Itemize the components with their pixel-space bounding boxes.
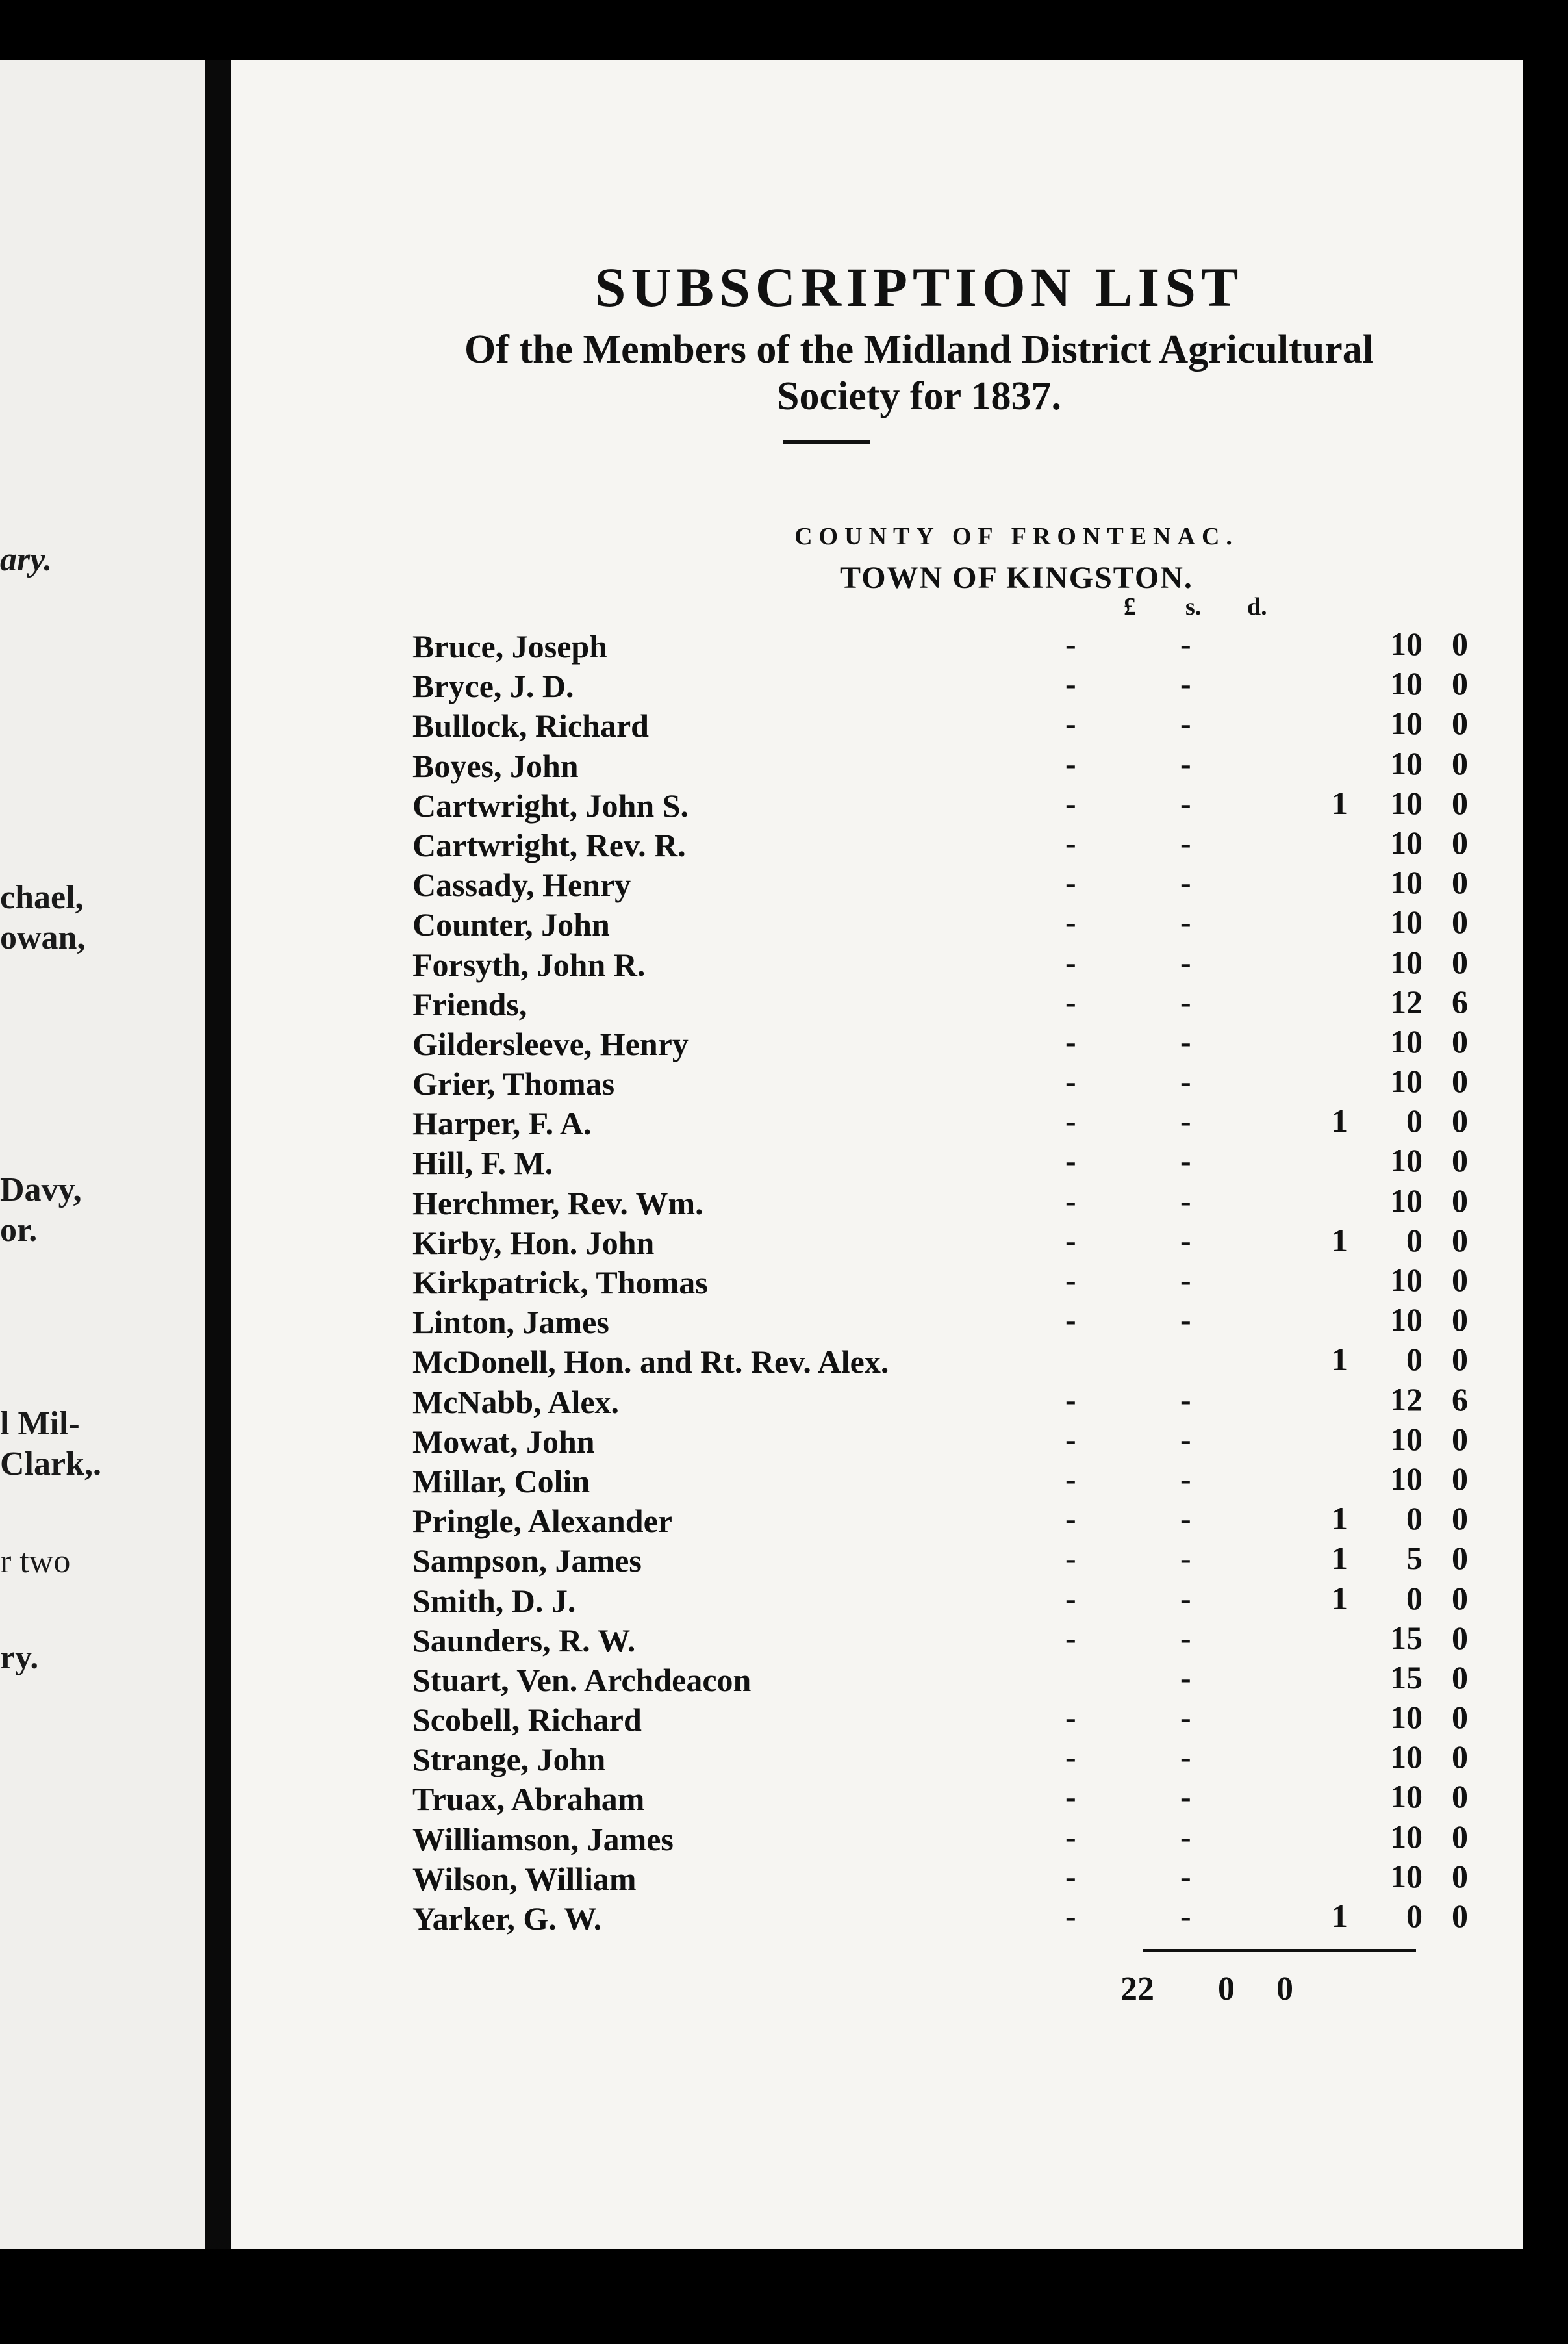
left-page-fragment — [0, 60, 205, 2249]
subscriber-name: Kirkpatrick, Thomas — [412, 1264, 708, 1301]
pence-value: 0 — [1452, 626, 1468, 662]
leader-dash: - — [1180, 1420, 1191, 1457]
pence-value: 0 — [1452, 1221, 1468, 1258]
subscriber-name: Millar, Colin — [412, 1462, 590, 1499]
shillings-value: 10 — [1390, 1739, 1423, 1776]
leader-dash: - — [1065, 1500, 1076, 1537]
shillings-value: 10 — [1390, 1818, 1423, 1855]
leader-dash: - — [1180, 1739, 1191, 1776]
shillings-value: 5 — [1406, 1540, 1423, 1577]
subtitle-line-2: Society for 1837. — [777, 374, 1061, 418]
subscriber-name: Counter, John — [412, 906, 610, 943]
shillings-value: 0 — [1406, 1102, 1423, 1140]
leader-dash: - — [1180, 1659, 1191, 1696]
total-shillings: 0 — [1218, 1970, 1235, 2007]
leader-dash: - — [1065, 1262, 1076, 1298]
leader-dash: - — [1065, 1857, 1076, 1894]
leader-dash: - — [1180, 626, 1191, 662]
shillings-value: 10 — [1390, 1699, 1423, 1736]
shillings-value: 10 — [1390, 1023, 1423, 1060]
shillings-value: 10 — [1390, 943, 1423, 980]
pounds-value: 1 — [1332, 1898, 1348, 1934]
subscriber-name: Pringle, Alexander — [412, 1503, 672, 1540]
leader-dash: - — [1180, 904, 1191, 941]
table-row — [412, 665, 1517, 704]
pence-value: 0 — [1452, 1898, 1468, 1934]
subscriber-name: Wilson, William — [412, 1860, 637, 1897]
leader-dash: - — [1065, 1102, 1076, 1140]
leader-dash: - — [1180, 1460, 1191, 1497]
shillings-value: 10 — [1390, 1857, 1423, 1894]
leader-dash: - — [1180, 864, 1191, 901]
pence-value: 0 — [1452, 1579, 1468, 1616]
leader-dash: - — [1180, 1500, 1191, 1537]
left-fragment: or. — [0, 1212, 38, 1249]
shillings-value: 0 — [1406, 1221, 1423, 1258]
leader-dash: - — [1180, 824, 1191, 861]
leader-dash: - — [1180, 1778, 1191, 1815]
pounds-value: 1 — [1332, 1579, 1348, 1616]
shillings-value: 10 — [1390, 784, 1423, 821]
subscriber-name: Bullock, Richard — [412, 707, 649, 745]
subscriber-name: Linton, James — [412, 1304, 609, 1341]
subscriber-name: Strange, John — [412, 1741, 606, 1778]
table-row — [412, 1897, 1517, 1937]
pence-value: 0 — [1452, 705, 1468, 742]
pence-value: 0 — [1452, 1699, 1468, 1736]
table-row — [412, 1420, 1517, 1460]
total-pence: 0 — [1276, 1970, 1293, 2007]
subscriber-name: Smith, D. J. — [412, 1582, 576, 1619]
totals-rule — [1143, 1949, 1416, 1952]
pounds-value: 1 — [1332, 1500, 1348, 1537]
subscriber-name: Stuart, Ven. Archdeacon — [412, 1661, 752, 1698]
header-pence: d. — [1247, 593, 1267, 620]
shillings-value: 10 — [1390, 665, 1423, 702]
pounds-value: 1 — [1332, 784, 1348, 821]
subscriber-name: Hill, F. M. — [412, 1145, 553, 1182]
table-row — [412, 1301, 1517, 1340]
subscriber-name: Truax, Abraham — [412, 1781, 645, 1818]
leader-dash: - — [1065, 1381, 1076, 1418]
leader-dash: - — [1065, 1898, 1076, 1934]
pence-value: 0 — [1452, 1063, 1468, 1100]
pounds-value: 1 — [1332, 1102, 1348, 1140]
leader-dash: - — [1065, 1460, 1076, 1497]
leader-dash: - — [1180, 1301, 1191, 1338]
shillings-value: 10 — [1390, 824, 1423, 861]
leader-dash: - — [1180, 665, 1191, 702]
subscriber-name: Harper, F. A. — [412, 1105, 592, 1142]
subscriber-name: Cartwright, Rev. R. — [412, 826, 686, 863]
table-row — [412, 1818, 1517, 1857]
table-row — [412, 943, 1517, 983]
leader-dash: - — [1065, 864, 1076, 901]
pence-value: 0 — [1452, 745, 1468, 782]
leader-dash: - — [1065, 1699, 1076, 1736]
table-row — [412, 1698, 1517, 1738]
pounds-value: 1 — [1332, 1540, 1348, 1577]
table-row — [412, 1102, 1517, 1141]
leader-dash: - — [1065, 1818, 1076, 1855]
pence-value: 0 — [1452, 1142, 1468, 1179]
leader-dash: - — [1065, 1142, 1076, 1179]
leader-dash: - — [1065, 705, 1076, 742]
pence-value: 6 — [1452, 983, 1468, 1020]
subscriber-name: Bruce, Joseph — [412, 628, 607, 665]
leader-dash: - — [1180, 1619, 1191, 1656]
table-row — [412, 1023, 1517, 1062]
document-page — [231, 60, 1523, 2249]
shillings-value: 0 — [1406, 1341, 1423, 1378]
shillings-value: 10 — [1390, 1142, 1423, 1179]
pence-value: 0 — [1452, 1262, 1468, 1298]
leader-dash: - — [1180, 705, 1191, 742]
shillings-value: 12 — [1390, 983, 1423, 1020]
pence-value: 0 — [1452, 1182, 1468, 1219]
pounds-value: 1 — [1332, 1341, 1348, 1378]
pence-value: 0 — [1452, 1540, 1468, 1577]
shillings-value: 0 — [1406, 1500, 1423, 1537]
subscriber-name: Herchmer, Rev. Wm. — [412, 1184, 703, 1221]
pence-value: 0 — [1452, 1739, 1468, 1776]
shillings-value: 0 — [1406, 1579, 1423, 1616]
table-row — [412, 983, 1517, 1023]
leader-dash: - — [1065, 943, 1076, 980]
leader-dash: - — [1180, 1182, 1191, 1219]
leader-dash: - — [1065, 1063, 1076, 1100]
pence-value: 0 — [1452, 1460, 1468, 1497]
leader-dash: - — [1180, 983, 1191, 1020]
subscriber-name: Saunders, R. W. — [412, 1622, 636, 1659]
subscriber-name: Scobell, Richard — [412, 1701, 642, 1739]
left-fragment: ary. — [0, 541, 53, 578]
leader-dash: - — [1180, 1699, 1191, 1736]
shillings-value: 0 — [1406, 1898, 1423, 1934]
leader-dash: - — [1180, 1023, 1191, 1060]
table-row — [412, 625, 1517, 665]
leader-dash: - — [1065, 1739, 1076, 1776]
table-row — [412, 1777, 1517, 1817]
left-fragment: r two — [0, 1543, 71, 1580]
pence-value: 0 — [1452, 864, 1468, 901]
subscriber-name: Bryce, J. D. — [412, 668, 574, 705]
pence-value: 6 — [1452, 1381, 1468, 1418]
table-row — [412, 1141, 1517, 1181]
pence-value: 0 — [1452, 1102, 1468, 1140]
page-title: SUBSCRIPTION LIST — [594, 256, 1244, 318]
subscriber-name: Williamson, James — [412, 1820, 674, 1857]
shillings-value: 15 — [1390, 1619, 1423, 1656]
leader-dash: - — [1180, 1262, 1191, 1298]
shillings-value: 10 — [1390, 1420, 1423, 1457]
shillings-value: 10 — [1390, 626, 1423, 662]
shillings-value: 12 — [1390, 1381, 1423, 1418]
subscriber-name: Gildersleeve, Henry — [412, 1025, 689, 1062]
leader-dash: - — [1065, 1182, 1076, 1219]
table-row — [412, 1460, 1517, 1499]
table-row — [412, 1221, 1517, 1261]
leader-dash: - — [1065, 983, 1076, 1020]
subscriber-name: Boyes, John — [412, 747, 579, 784]
total-pounds: 22 — [1120, 1970, 1154, 2007]
pence-value: 0 — [1452, 1023, 1468, 1060]
table-row — [412, 1619, 1517, 1659]
pence-value: 0 — [1452, 904, 1468, 941]
pence-value: 0 — [1452, 824, 1468, 861]
subscriber-name: Grier, Thomas — [412, 1065, 615, 1102]
shillings-value: 10 — [1390, 1262, 1423, 1298]
leader-dash: - — [1180, 1579, 1191, 1616]
left-fragment: chael, — [0, 879, 84, 916]
subscriber-name: Forsyth, John R. — [412, 946, 646, 983]
table-row — [412, 1381, 1517, 1420]
table-row — [412, 1062, 1517, 1102]
shillings-value: 10 — [1390, 864, 1423, 901]
subscriber-name: McNabb, Alex. — [412, 1383, 620, 1420]
subscriber-name: Kirby, Hon. John — [412, 1224, 655, 1261]
leader-dash: - — [1065, 665, 1076, 702]
leader-dash: - — [1180, 1898, 1191, 1934]
pence-value: 0 — [1452, 943, 1468, 980]
pounds-value: 1 — [1332, 1221, 1348, 1258]
table-row — [412, 1738, 1517, 1777]
left-fragment: owan, — [0, 919, 86, 956]
pence-value: 0 — [1452, 1778, 1468, 1815]
leader-dash: - — [1180, 1381, 1191, 1418]
leader-dash: - — [1180, 1221, 1191, 1258]
pence-value: 0 — [1452, 1420, 1468, 1457]
leader-dash: - — [1180, 745, 1191, 782]
table-row — [412, 903, 1517, 943]
leader-dash: - — [1180, 1102, 1191, 1140]
table-row — [412, 704, 1517, 744]
leader-dash: - — [1065, 824, 1076, 861]
town-heading: TOWN OF KINGSTON. — [840, 561, 1193, 595]
leader-dash: - — [1180, 1540, 1191, 1577]
subscriber-name: Cassady, Henry — [412, 867, 631, 904]
subscription-table — [412, 625, 1517, 1937]
table-row — [412, 1340, 1517, 1380]
pence-value: 0 — [1452, 1500, 1468, 1537]
leader-dash: - — [1065, 1023, 1076, 1060]
table-row — [412, 1539, 1517, 1579]
leader-dash: - — [1180, 1818, 1191, 1855]
table-row — [412, 1261, 1517, 1301]
subscriber-name: Cartwright, John S. — [412, 787, 689, 824]
leader-dash: - — [1065, 904, 1076, 941]
header-shillings: s. — [1185, 593, 1202, 620]
pence-value: 0 — [1452, 1341, 1468, 1378]
table-row — [412, 824, 1517, 863]
title-rule — [783, 440, 870, 444]
table-row — [412, 1499, 1517, 1539]
leader-dash: - — [1180, 1142, 1191, 1179]
shillings-value: 15 — [1390, 1659, 1423, 1696]
leader-dash: - — [1065, 1420, 1076, 1457]
header-pounds: £ — [1124, 593, 1136, 620]
subscriber-name: Sampson, James — [412, 1542, 642, 1579]
leader-dash: - — [1065, 626, 1076, 662]
leader-dash: - — [1065, 784, 1076, 821]
shillings-value: 10 — [1390, 745, 1423, 782]
subscriber-name: Yarker, G. W. — [412, 1900, 602, 1937]
leader-dash: - — [1065, 1540, 1076, 1577]
shillings-value: 10 — [1390, 1778, 1423, 1815]
leader-dash: - — [1065, 1221, 1076, 1258]
leader-dash: - — [1180, 1063, 1191, 1100]
left-fragment: Clark,. — [0, 1446, 101, 1483]
leader-dash: - — [1065, 1778, 1076, 1815]
pence-value: 0 — [1452, 784, 1468, 821]
leader-dash: - — [1065, 1579, 1076, 1616]
subscriber-name: Mowat, John — [412, 1423, 595, 1460]
subtitle-line-1: Of the Members of the Midland District Agricultural — [464, 327, 1374, 372]
pence-value: 0 — [1452, 1818, 1468, 1855]
shillings-value: 10 — [1390, 1301, 1423, 1338]
shillings-value: 10 — [1390, 904, 1423, 941]
shillings-value: 10 — [1390, 705, 1423, 742]
county-heading: COUNTY OF FRONTENAC. — [794, 523, 1239, 550]
leader-dash: - — [1180, 1857, 1191, 1894]
shillings-value: 10 — [1390, 1182, 1423, 1219]
left-fragment: l Mil- — [0, 1405, 80, 1442]
shillings-value: 10 — [1390, 1063, 1423, 1100]
subscriber-name: McDonell, Hon. and Rt. Rev. Alex. — [412, 1344, 889, 1381]
pence-value: 0 — [1452, 665, 1468, 702]
pence-value: 0 — [1452, 1857, 1468, 1894]
table-row — [412, 1182, 1517, 1221]
table-row — [412, 784, 1517, 824]
leader-dash: - — [1065, 1301, 1076, 1338]
pence-value: 0 — [1452, 1659, 1468, 1696]
pence-value: 0 — [1452, 1301, 1468, 1338]
subscriber-name: Friends, — [412, 986, 527, 1023]
page-subtitle — [273, 326, 1565, 420]
book-gutter — [205, 60, 231, 2249]
table-row — [412, 1579, 1517, 1619]
shillings-value: 10 — [1390, 1460, 1423, 1497]
left-fragment: Davy, — [0, 1171, 82, 1208]
pence-value: 0 — [1452, 1619, 1468, 1656]
leader-dash: - — [1180, 943, 1191, 980]
leader-dash: - — [1065, 1619, 1076, 1656]
table-row — [412, 863, 1517, 903]
leader-dash: - — [1065, 745, 1076, 782]
table-row — [412, 745, 1517, 784]
table-row — [412, 1659, 1517, 1698]
left-fragment: ry. — [0, 1639, 39, 1676]
table-row — [412, 1857, 1517, 1897]
leader-dash: - — [1180, 784, 1191, 821]
